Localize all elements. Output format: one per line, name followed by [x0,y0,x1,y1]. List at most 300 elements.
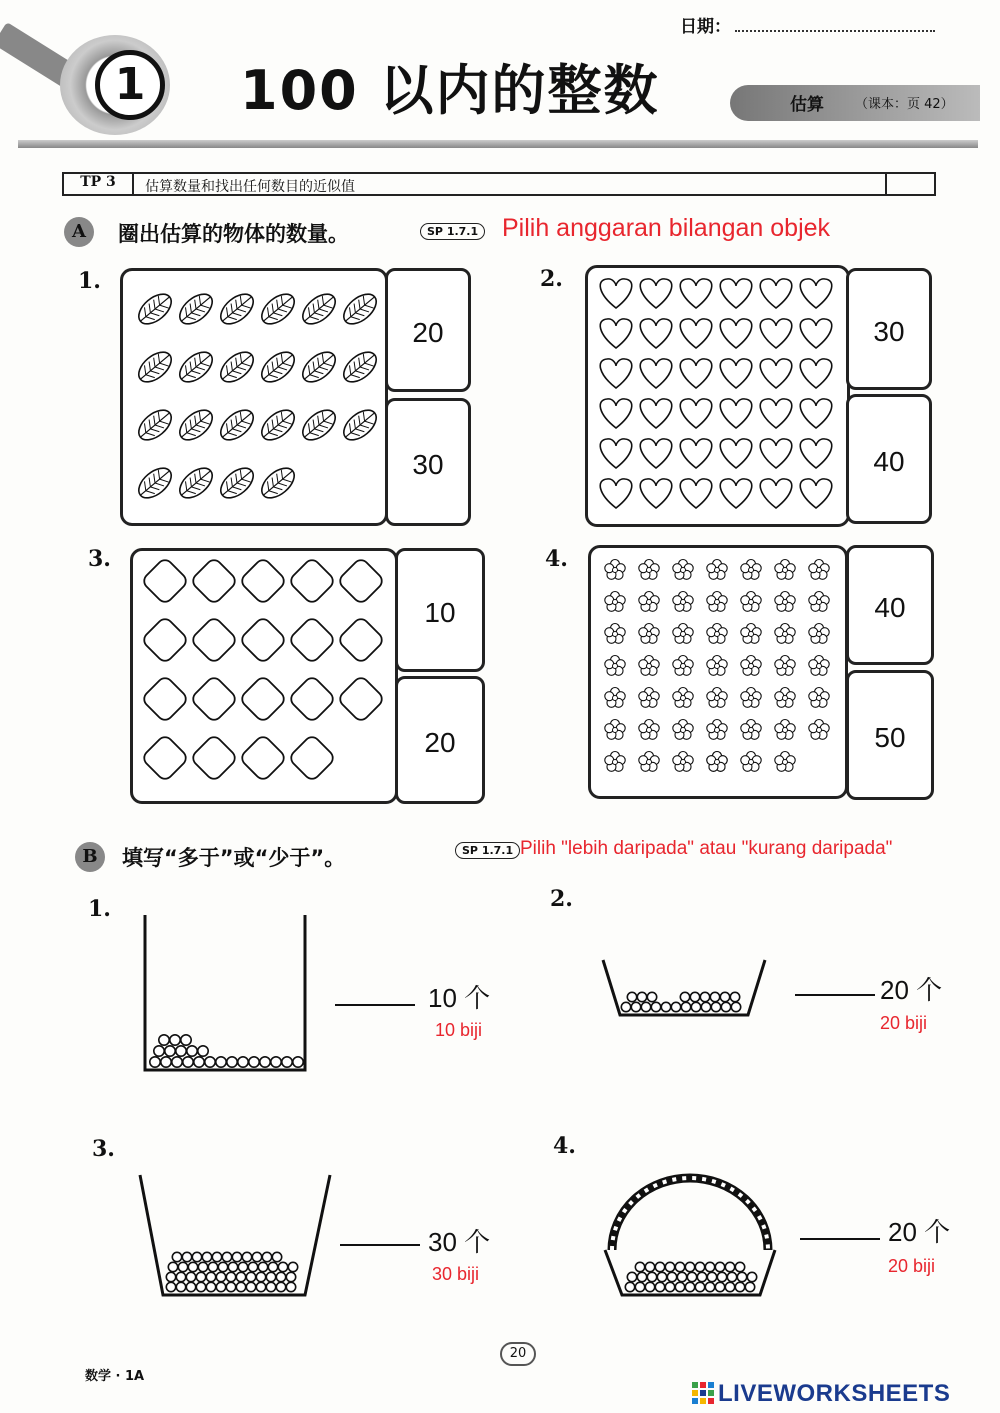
ball-icon [166,1272,175,1281]
heart-icon [600,399,632,428]
flower-icon [673,624,693,644]
ball-icon [747,1272,756,1281]
flower-icon [639,592,659,612]
ball-icon [695,1262,704,1271]
ball-icon [635,1282,644,1291]
heart-icon [720,359,752,388]
flower-icon [639,688,659,708]
flower-icon [673,688,693,708]
diamond-icon [239,734,287,782]
ball-icon [238,1057,248,1067]
flower-icon [809,560,829,580]
handled-basket-icon [600,1170,780,1300]
flower-icon [775,624,795,644]
ball-icon [216,1282,225,1291]
heart-icon [640,359,672,388]
ball-icon [226,1282,235,1291]
flower-icon [809,624,829,644]
leaf-icon [215,404,258,445]
diamond-icon [337,616,385,664]
flower-icon [707,752,727,772]
flower-icon [809,656,829,676]
ball-icon [685,1262,694,1271]
ball-icon [232,1252,241,1261]
ball-icon [172,1057,182,1067]
leaf-icon [215,462,258,503]
flower-icon [605,592,625,612]
ball-icon [641,1002,650,1011]
ball-icon [161,1057,171,1067]
ball-icon [685,1282,694,1291]
ball-icon [621,1002,630,1011]
ball-icon [727,1272,736,1281]
ball-icon [249,1057,259,1067]
diamond-icon [337,557,385,605]
ball-icon [665,1262,674,1271]
heart-icon [600,479,632,508]
ball-icon [717,1272,726,1281]
ball-icon [711,1002,720,1011]
leaf-icon [256,288,299,329]
leaf-icon [133,288,176,329]
ball-icon [705,1282,714,1291]
section-b-sp-tag: SP 1.7.1 [455,842,520,859]
heart-icon [680,359,712,388]
section-a-sp-tag: SP 1.7.1 [420,223,485,240]
flower-icon [605,752,625,772]
ball-icon [216,1057,226,1067]
flower-icon [741,752,761,772]
diamond-icon [239,557,287,605]
ball-icon [159,1035,169,1045]
flower-icon [741,560,761,580]
flower-icon [605,688,625,708]
question-b3-quantity: 30 个 [428,1227,491,1257]
header-rule [18,140,978,148]
ball-icon [637,1272,646,1281]
tp-text: 估算数量和找出任何数目的近似值 [145,179,355,195]
ball-icon [256,1272,265,1281]
leaf-icon [174,346,217,387]
heart-icon [680,399,712,428]
ball-icon [730,992,739,1001]
diamond-icon [337,675,385,723]
ball-icon [178,1262,187,1271]
flower-icon [707,624,727,644]
question-a3-option-2[interactable]: 20 [395,676,485,804]
heart-icon [600,359,632,388]
ball-icon [236,1282,245,1291]
ball-icon [222,1252,231,1261]
ball-icon [192,1252,201,1261]
ball-icon [651,1002,660,1011]
heart-icon [800,479,832,508]
ball-icon [236,1272,245,1281]
flower-icon [809,592,829,612]
ball-icon [631,1002,640,1011]
diamond-icon [288,675,336,723]
flower-icon [673,592,693,612]
ball-icon [208,1262,217,1271]
ball-icon [700,992,709,1001]
diamond-grid [133,551,395,801]
flower-icon [741,656,761,676]
ball-icon [216,1272,225,1281]
ball-icon [262,1252,271,1261]
ball-icon [675,1282,684,1291]
heart-icon [640,479,672,508]
ball-icon [697,1272,706,1281]
leaf-icon [297,404,340,445]
question-a2-number: 2. [540,266,563,292]
ball-icon [246,1282,255,1291]
ball-icon [271,1057,281,1067]
heart-icon [640,279,672,308]
diamond-icon [141,734,189,782]
question-b4-quantity: 20 个 [888,1217,951,1247]
flower-icon [741,592,761,612]
ball-icon [181,1035,191,1045]
leaf-icon [133,346,176,387]
ball-icon [691,1002,700,1011]
heart-icon [720,279,752,308]
flower-icon [605,624,625,644]
ball-icon [260,1057,270,1067]
flower-icon [639,656,659,676]
ball-icon [194,1057,204,1067]
ball-icon [665,1282,674,1291]
flower-icon [639,752,659,772]
ball-icon [657,1272,666,1281]
question-b2-answer-blank[interactable] [795,994,875,996]
ball-icon [627,992,636,1001]
ball-icon [735,1282,744,1291]
question-b1-number: 1. [88,896,111,922]
ball-icon [248,1262,257,1271]
ball-icon [687,1272,696,1281]
ball-icon [690,992,699,1001]
heart-grid [588,268,847,524]
ball-icon [655,1282,664,1291]
heart-icon [600,439,632,468]
ball-icon [165,1046,175,1056]
footer-book: 数学 · 1A [85,1369,145,1384]
ball-icon [647,992,656,1001]
ball-icon [170,1035,180,1045]
flower-icon [775,688,795,708]
leaf-icon [297,288,340,329]
bucket-icon [135,1170,335,1300]
ball-icon [186,1272,195,1281]
leaf-icon [174,404,217,445]
ball-icon [647,1272,656,1281]
question-b4-translation: 20 biji [888,1256,936,1276]
question-a4-option-2[interactable]: 50 [846,670,934,800]
ball-icon [695,1282,704,1291]
question-a1-option-1[interactable]: 20 [385,268,471,392]
diamond-icon [288,616,336,664]
basket-icon [600,955,770,1020]
ball-icon [218,1262,227,1271]
ball-icon [227,1057,237,1067]
ball-icon [196,1272,205,1281]
leaf-icon [338,288,381,329]
flower-grid [591,548,845,796]
leaf-icon [297,346,340,387]
question-b1-translation: 10 biji [435,1020,483,1040]
tp-label: TP 3 [64,174,134,194]
chapter-number: 1 [95,50,165,120]
diamond-icon [141,616,189,664]
ball-icon [680,992,689,1001]
ball-icon [238,1262,247,1271]
section-b-translation: Pilih "lebih daripada" atau "kurang daripada" [520,838,893,859]
ball-icon [671,1002,680,1011]
ball-icon [635,1262,644,1271]
ball-icon [715,1262,724,1271]
question-a1-option-2[interactable]: 30 [385,398,471,526]
question-b2-quantity: 20 个 [880,975,943,1005]
ball-icon [735,1262,744,1271]
leaf-icon [133,462,176,503]
ball-icon [737,1272,746,1281]
ball-icon [183,1057,193,1067]
question-a2-option-1[interactable]: 30 [846,268,932,390]
heart-icon [680,279,712,308]
leaf-icon [174,462,217,503]
flower-icon [775,656,795,676]
leaf-icon [256,404,299,445]
page-number: 20 [500,1342,536,1366]
flower-icon [809,720,829,740]
section-b-letter: B [75,842,105,872]
leaf-icon [133,404,176,445]
heart-icon [800,359,832,388]
heart-icon [760,319,792,348]
ball-icon [202,1252,211,1261]
diamond-icon [141,557,189,605]
question-b1-answer-blank[interactable] [335,1004,415,1006]
flower-icon [707,592,727,612]
flower-icon [639,560,659,580]
diamond-icon [190,675,238,723]
ball-icon [293,1057,303,1067]
question-a4-number: 4. [545,546,568,572]
container-icon [135,910,315,1075]
question-b2-translation: 20 biji [880,1013,928,1033]
ball-icon [256,1282,265,1291]
heart-icon [680,439,712,468]
heart-icon [600,319,632,348]
ball-icon [268,1262,277,1271]
question-b3-answer-blank[interactable] [340,1244,420,1246]
ball-icon [166,1282,175,1291]
heart-icon [720,479,752,508]
ball-icon [625,1282,634,1291]
heart-icon [800,279,832,308]
question-a1-panel [120,268,388,526]
ball-icon [206,1272,215,1281]
section-a-letter: A [64,217,94,247]
section-a-translation: Pilih anggaran bilangan objek [502,214,831,242]
flower-icon [741,624,761,644]
ball-icon [206,1282,215,1291]
leaf-icon [174,288,217,329]
ball-icon [196,1282,205,1291]
ball-icon [252,1252,261,1261]
flower-icon [639,624,659,644]
ball-icon [212,1252,221,1261]
flower-icon [639,720,659,740]
question-a2-panel [585,265,850,527]
question-a3-option-1[interactable]: 10 [395,548,485,672]
ball-icon [266,1272,275,1281]
ball-icon [242,1252,251,1261]
question-a4-panel [588,545,848,799]
diamond-icon [190,734,238,782]
liveworksheets-logo-icon [692,1382,714,1404]
heart-icon [680,479,712,508]
flower-icon [605,656,625,676]
ball-icon [725,1262,734,1271]
ball-icon [288,1262,297,1271]
diamond-icon [190,616,238,664]
liveworksheets-logo: LIVEWORKSHEETS [718,1380,951,1407]
ball-icon [272,1252,281,1261]
ball-icon [198,1262,207,1271]
flower-icon [605,720,625,740]
diamond-icon [288,734,336,782]
heart-icon [760,359,792,388]
ball-icon [188,1262,197,1271]
tp-divider [885,174,887,194]
ball-icon [677,1272,686,1281]
leaf-icon [338,346,381,387]
ball-icon [182,1252,191,1261]
ball-icon [715,1282,724,1291]
flower-icon [775,752,795,772]
heart-icon [600,279,632,308]
ball-icon [228,1262,237,1271]
date-line [735,30,935,32]
ball-icon [258,1262,267,1271]
leaf-icon [338,404,381,445]
ball-icon [172,1252,181,1261]
heart-icon [640,439,672,468]
ball-icon [645,1262,654,1271]
topic-label: 估算 [790,95,824,115]
leaf-icon [215,288,258,329]
ball-icon [705,1262,714,1271]
page-title: 100 以内的整数 [240,59,660,122]
ball-icon [168,1262,177,1271]
ball-icon [701,1002,710,1011]
flower-icon [707,720,727,740]
ball-icon [731,1002,740,1011]
diamond-icon [190,557,238,605]
ball-icon [675,1262,684,1271]
flower-icon [707,656,727,676]
heart-icon [680,319,712,348]
heart-icon [720,319,752,348]
heart-icon [800,399,832,428]
question-a1-number: 1. [78,268,101,294]
diamond-icon [141,675,189,723]
topic-reference: （课本：页 42） [855,97,954,112]
ball-icon [198,1046,208,1056]
flower-icon [775,560,795,580]
question-b3-translation: 30 biji [432,1264,480,1284]
ball-icon [637,992,646,1001]
heart-icon [720,399,752,428]
heart-icon [760,479,792,508]
heart-icon [800,439,832,468]
question-b4-number: 4. [553,1133,576,1159]
section-b-instruction: 填写“多于”或“少于”。 [122,846,346,870]
question-b2-number: 2. [550,886,573,912]
ball-icon [187,1046,197,1056]
ball-icon [286,1282,295,1291]
heart-icon [760,439,792,468]
flower-icon [673,656,693,676]
heart-icon [640,319,672,348]
date-label: 日期： [680,17,731,37]
flower-icon [707,688,727,708]
ball-icon [286,1272,295,1281]
ball-icon [154,1046,164,1056]
flower-icon [809,688,829,708]
ball-icon [655,1262,664,1271]
ball-icon [176,1046,186,1056]
leaf-grid [123,271,385,523]
ball-icon [681,1002,690,1011]
ball-icon [282,1057,292,1067]
ball-icon [246,1272,255,1281]
question-b3-number: 3. [92,1136,115,1162]
flower-icon [775,720,795,740]
question-b4-answer-blank[interactable] [800,1238,880,1240]
ball-icon [226,1272,235,1281]
ball-icon [710,992,719,1001]
ball-icon [627,1272,636,1281]
flower-icon [775,592,795,612]
ball-icon [707,1272,716,1281]
leaf-icon [256,346,299,387]
flower-icon [741,688,761,708]
ball-icon [176,1282,185,1291]
leaf-icon [215,346,258,387]
ball-icon [266,1282,275,1291]
diamond-icon [239,675,287,723]
ball-icon [205,1057,215,1067]
diamond-icon [239,616,287,664]
ball-icon [276,1282,285,1291]
flower-icon [673,560,693,580]
ball-icon [661,1002,670,1011]
ball-icon [278,1262,287,1271]
ball-icon [667,1272,676,1281]
ball-icon [176,1272,185,1281]
question-a2-option-2[interactable]: 40 [846,394,932,524]
heart-icon [800,319,832,348]
leaf-icon [256,462,299,503]
flower-icon [741,720,761,740]
ball-icon [645,1282,654,1291]
question-a4-option-1[interactable]: 40 [846,545,934,665]
flower-icon [605,560,625,580]
ball-icon [745,1282,754,1291]
flower-icon [673,720,693,740]
